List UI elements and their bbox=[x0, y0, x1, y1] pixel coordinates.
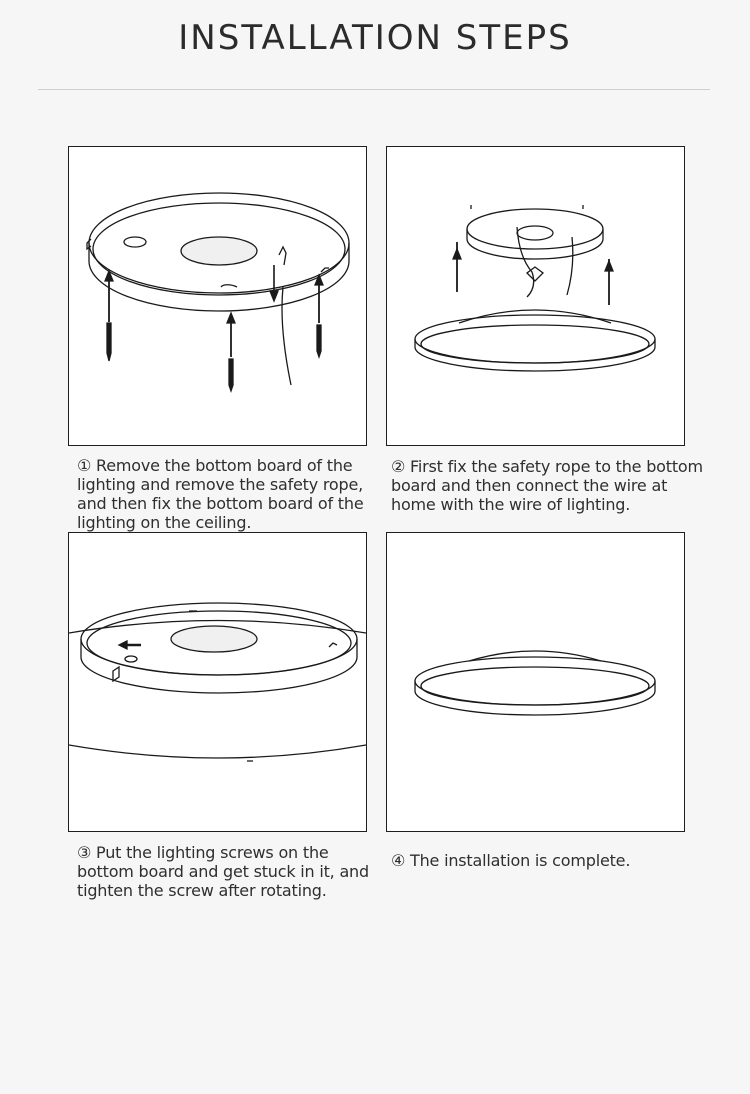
step-4-caption bbox=[391, 851, 706, 870]
step-2-caption bbox=[391, 457, 706, 514]
title-divider bbox=[38, 89, 710, 90]
step-4-illustration bbox=[386, 532, 685, 832]
step-2-illustration bbox=[386, 146, 685, 446]
step-1-number: ① bbox=[77, 456, 92, 475]
step-4-number: ④ bbox=[391, 851, 406, 870]
step-4-text: The installation is complete. bbox=[405, 851, 631, 870]
step-1-caption bbox=[77, 456, 372, 532]
page-title: INSTALLATION STEPS bbox=[178, 18, 572, 58]
step-3-number: ③ bbox=[77, 843, 92, 862]
step-3-caption bbox=[77, 843, 372, 900]
step-1-illustration bbox=[68, 146, 367, 446]
step-2-number: ② bbox=[391, 457, 406, 476]
step-1-text: Remove the bottom board of the lighting and remove the safety rope, and then fix the bottom board of the lighting on the ceiling. bbox=[77, 456, 364, 532]
step-3-text: Put the lighting screws on the bottom board and get stuck in it, and tighten the screw after rotating. bbox=[77, 843, 369, 900]
step-2-text: First fix the safety rope to the bottom board and then connect the wire at home with the wire of lighting. bbox=[391, 457, 703, 514]
step-3-illustration bbox=[68, 532, 367, 832]
